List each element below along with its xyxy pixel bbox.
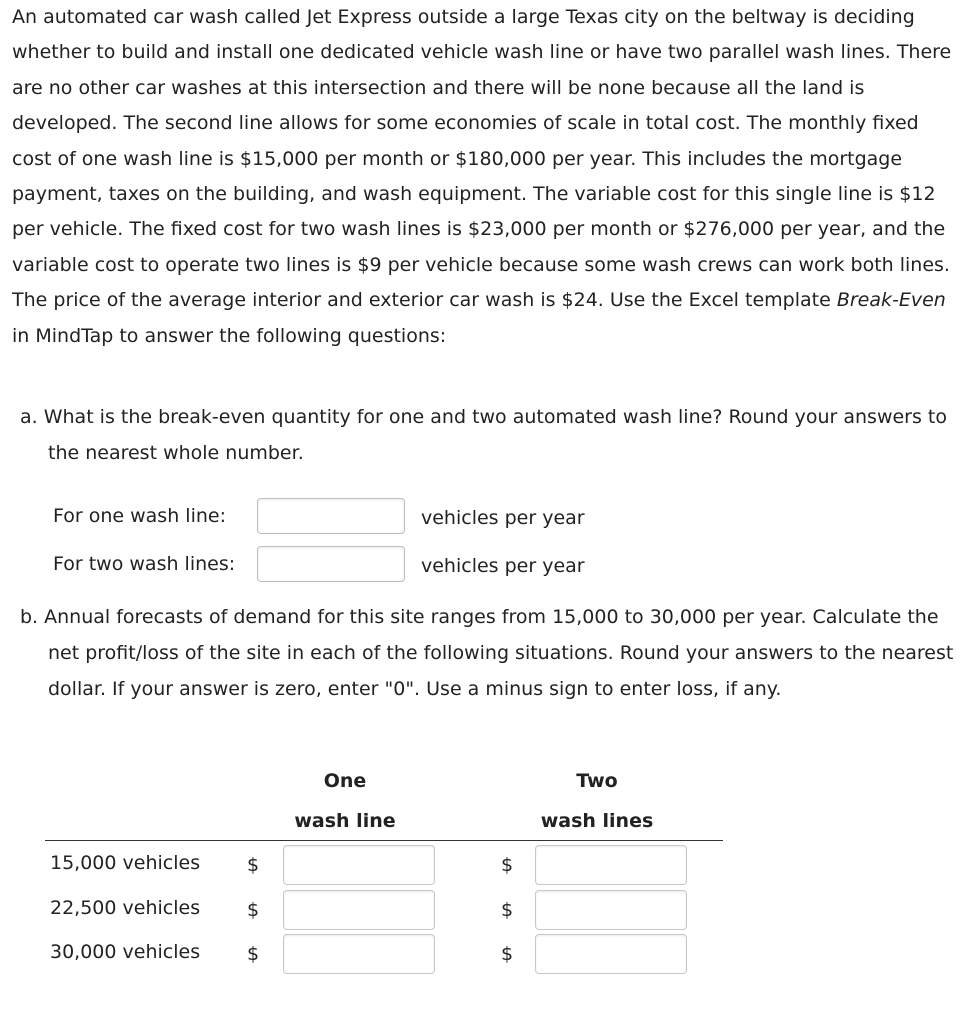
question-b-text: b. Annual forecasts of demand for this site ranges from 15,000 to 30,000 per year. Calculate the net profit/loss of the site in each of the following situations. Round your answers to the nearest dollar. If your answer is zero, enter "0". Use a minus sign to enter loss, if any. — [20, 606, 954, 700]
breakeven-two-lines-unit: vehicles per year — [421, 555, 585, 577]
profit-one-line-15000-input[interactable] — [283, 845, 435, 885]
column-header-two-lines-1: Two — [576, 770, 618, 792]
dollar-sign: $ — [501, 854, 514, 876]
profit-row-label: 22,500 vehicles — [50, 897, 201, 919]
profit-one-line-30000-input[interactable] — [283, 934, 435, 974]
breakeven-one-line-label: For one wash line: — [53, 505, 226, 527]
question-a — [20, 400, 960, 471]
profit-row-30000 — [50, 934, 730, 974]
dollar-sign: $ — [247, 854, 260, 876]
profit-one-line-22500-input[interactable] — [283, 890, 435, 930]
profit-two-lines-22500-input[interactable] — [535, 890, 687, 930]
dollar-sign: $ — [247, 943, 260, 965]
problem-statement — [12, 0, 962, 354]
breakeven-one-line-unit: vehicles per year — [421, 507, 585, 529]
profit-row-15000 — [50, 845, 730, 885]
dollar-sign: $ — [247, 899, 260, 921]
question-a-text: a. What is the break-even quantity for one and two automated wash line? Round your answers to the nearest whole number. — [20, 406, 948, 464]
profit-row-22500 — [50, 890, 730, 930]
dollar-sign: $ — [501, 943, 514, 965]
profit-two-lines-15000-input[interactable] — [535, 845, 687, 885]
profit-row-label: 30,000 vehicles — [50, 941, 201, 963]
column-header-one-line-1: One — [323, 770, 367, 792]
breakeven-two-lines-input[interactable] — [257, 546, 405, 582]
problem-intro-text: An automated car wash called Jet Express outside a large Texas city on the beltway is deciding whether to build and install one dedicated vehicle wash line or have two parallel wash lines. There are no other car washes at this intersection and there will be none because all the land is developed. The second line allows for some economies of scale in total cost. The monthly fixed cost of one wash line is $15,000 per month or $180,000 per year. This includes the mortgage payment, taxes on the building, and wash equipment. The variable cost for this single line is $12 per vehicle. The fixed cost for two wash lines is $23,000 per month or $276,000 per year, and the variable cost to operate two lines is $9 per vehicle because some wash crews can work both lines. The price of the average interior and exterior car wash is $24. Use the Excel template — [12, 6, 952, 312]
template-name: Break-Even — [836, 289, 946, 312]
breakeven-two-lines-label: For two wash lines: — [53, 553, 236, 575]
profit-row-label: 15,000 vehicles — [50, 852, 201, 874]
breakeven-row-one-line — [53, 496, 585, 536]
breakeven-one-line-input[interactable] — [257, 498, 405, 534]
profit-two-lines-30000-input[interactable] — [535, 934, 687, 974]
column-header-two-lines-2: wash lines — [540, 810, 654, 832]
problem-intro-text-end: in MindTap to answer the following questions: — [12, 324, 447, 347]
table-header-rule — [45, 840, 723, 841]
column-header-one-line-2: wash line — [294, 810, 396, 832]
question-b — [20, 600, 965, 707]
breakeven-row-two-lines — [53, 544, 585, 584]
dollar-sign: $ — [501, 899, 514, 921]
